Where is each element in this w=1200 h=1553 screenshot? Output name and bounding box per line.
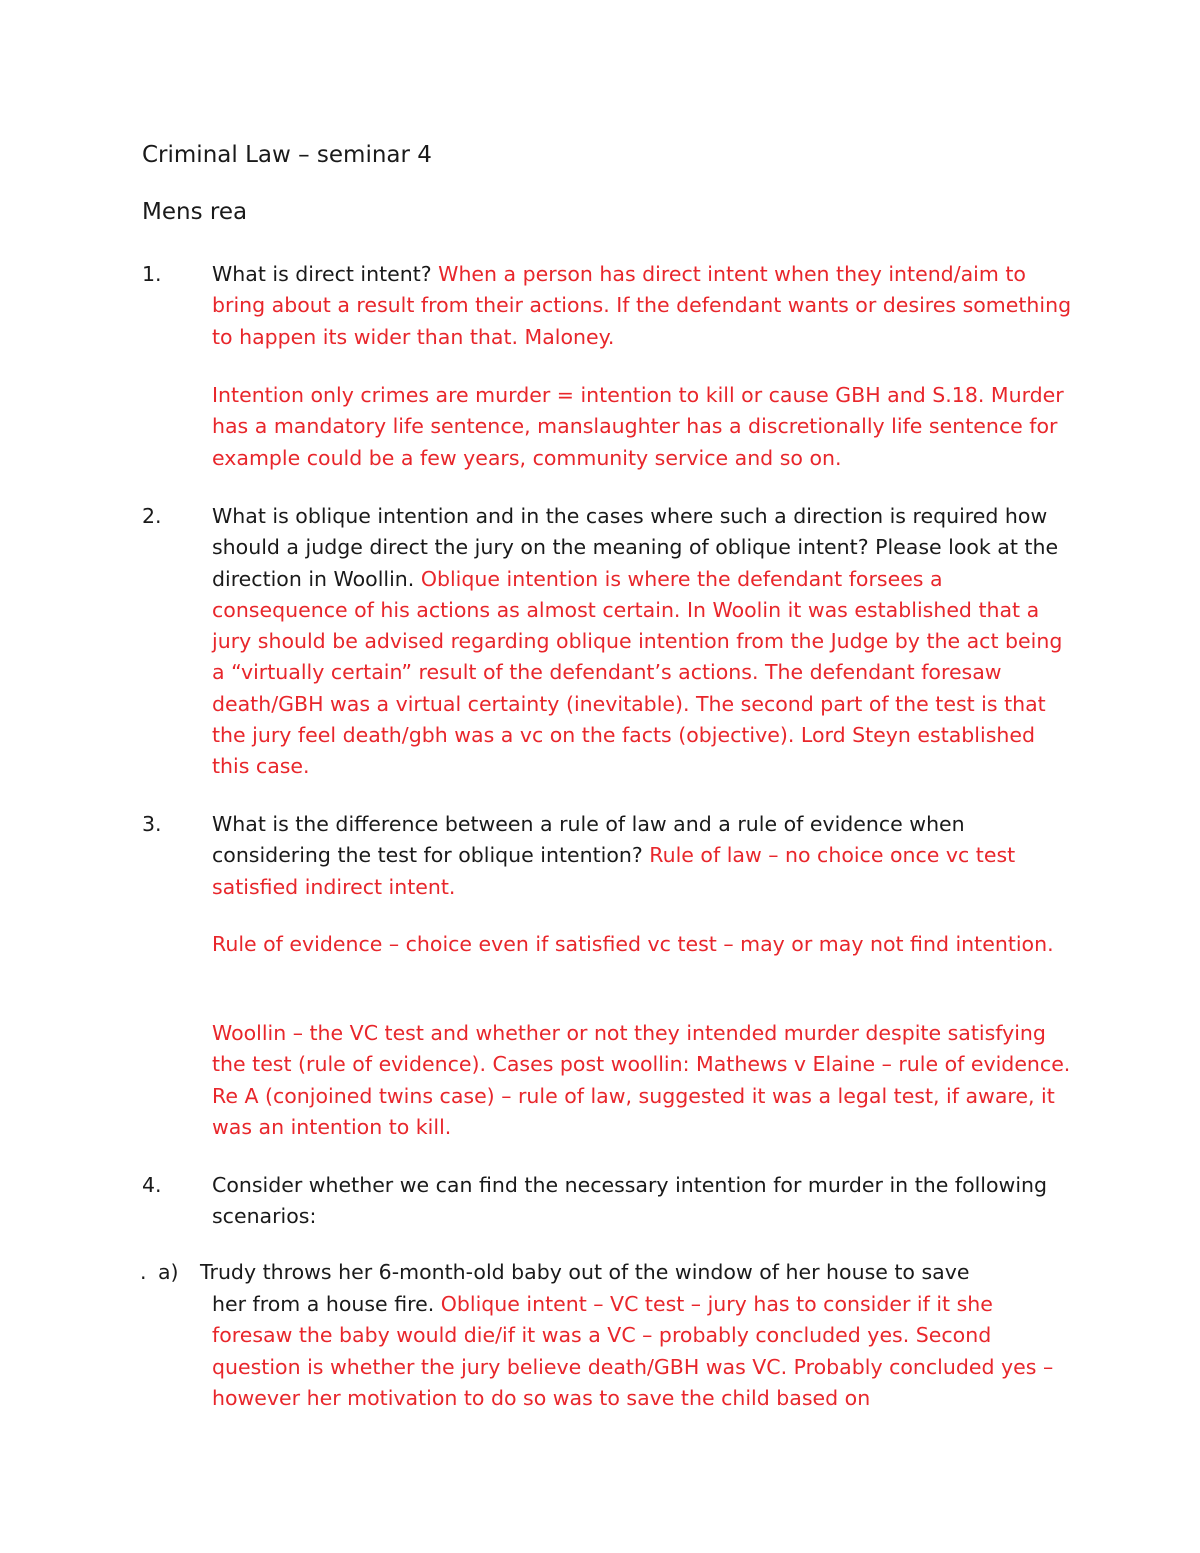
question-1 bbox=[212, 259, 1072, 353]
scenario-a-answer: Oblique intent – VC test – jury has to consider if it she foresaw the baby would die/if it was a VC – probably concluded yes. Second question is whether the jury believe death/GBH was VC. Probably concluded yes – however her motivation to do so was to save the child based on bbox=[212, 1292, 1054, 1410]
question-2 bbox=[212, 501, 1072, 783]
question-2-answer: Oblique intention is where the defendant forsees a consequence of his actions as almost certain. In Woolin it was established that a jury should be advised regarding oblique intention from the Judge by the act being a “virtually certain” result of the defendant’s actions. The defendant foresaw death/GBH was a virtual certainty (inevitable). The second part of the test is that the jury feel death/gbh was a vc on the facts (objective). Lord Steyn established this case. bbox=[212, 566, 1063, 779]
scenario-a-label: a) bbox=[158, 1260, 179, 1284]
question-2-number: 2. bbox=[142, 504, 162, 528]
question-1-note: Intention only crimes are murder = intention to kill or cause GBH and S.18. Murder has a mandatory life sentence, manslaughter has a discretionally life sentence for example could be a few years, community service and so on. bbox=[212, 383, 1064, 470]
question-1-number: 1. bbox=[142, 262, 162, 286]
question-1-text: What is direct intent? bbox=[212, 262, 439, 286]
section-heading: Mens rea bbox=[142, 199, 248, 225]
question-4-number: 4. bbox=[142, 1173, 162, 1197]
question-3-answer: Rule of law – no choice once vc test satisfied indirect intent. bbox=[212, 843, 1016, 899]
question-3-number: 3. bbox=[142, 812, 162, 836]
question-1-answer: When a person has direct intent when they intend/aim to bring about a result from their actions. If the defendant wants or desires something to happen its wider than that. Maloney. bbox=[212, 262, 1072, 349]
question-3-note-1: Rule of evidence – choice even if satisfied vc test – may or may not find intention. bbox=[212, 932, 1054, 956]
question-3-text: What is the difference between a rule of law and a rule of evidence when considering the test for oblique intention? bbox=[212, 812, 965, 868]
scenario-a-bullet: . bbox=[140, 1260, 147, 1284]
scenario-a bbox=[212, 1289, 1072, 1414]
scenario-a-lead: Trudy throws her 6-month-old baby out of the window of her house to save bbox=[200, 1260, 970, 1284]
scenario-a-text: her from a house fire. bbox=[212, 1292, 441, 1316]
document-title: Criminal Law – seminar 4 bbox=[142, 142, 432, 168]
question-3-note-2: Woollin – the VC test and whether or not they intended murder despite satisfying the test (rule of evidence). Cases post woollin: Mathews v Elaine – rule of evidence. Re A (conjoined twins case) – rule of law, suggested it was a legal test, if aware, it was an intention to kill. bbox=[212, 1021, 1071, 1139]
question-2-text: What is oblique intention and in the cases where such a direction is required how should a judge direct the jury on the meaning of oblique intent? Please look at the direction in Woollin. bbox=[212, 504, 1059, 591]
question-4-text: Consider whether we can find the necessary intention for murder in the following scenarios: bbox=[212, 1173, 1048, 1229]
question-3 bbox=[212, 809, 1072, 903]
